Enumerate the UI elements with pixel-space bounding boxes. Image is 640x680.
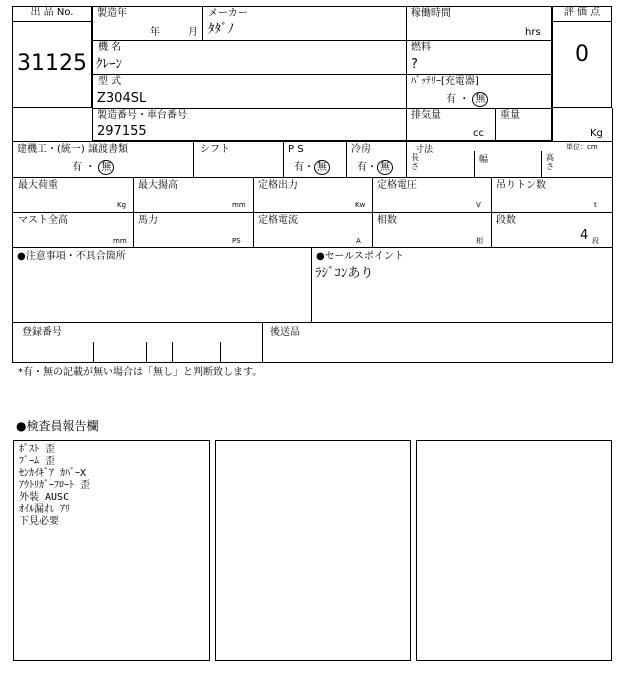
mast-unit: mm [113,237,127,245]
inspector-line: ﾎﾟｽﾄ 歪 [19,444,56,455]
inspector-box-3 [416,440,612,661]
ps-dot: ・ [304,162,314,173]
battery-no: 無 [472,92,488,107]
dimensions-unit: 単位：cm [566,143,598,151]
battery-yes: 有 [446,94,456,105]
inspector-title: ●検査員報告欄 [16,419,99,433]
model-name-value: ｸﾚｰﾝ [96,57,122,72]
lot-number-value: 31125 [17,51,87,76]
stages-label: 段数 [496,215,516,226]
battery-options [446,92,488,107]
hp-unit: PS [232,237,241,245]
displacement-label: 排気量 [411,110,441,121]
cool-no: 無 [377,160,393,175]
fuel-value: ? [411,57,418,72]
height-label [546,153,554,171]
shift-label: シフト [200,144,230,155]
phase-unit: 相 [476,237,483,245]
cooling-label: 冷房 [351,144,371,155]
year-label: 製造年 [97,8,127,19]
doc-dot: ・ [85,162,96,173]
month-unit: 月 [188,27,198,38]
inspector-notes [19,444,90,528]
stages-value: 4 [580,228,589,243]
rated-current-unit: A [356,237,361,245]
rated-voltage-unit: V [476,201,481,209]
serial-label: 製造番号・車台番号 [97,110,187,121]
max-lift-label: 最大揚高 [138,180,178,191]
sales-point-value: ﾗｼﾞｺﾝあり [315,266,374,281]
doc-no: 無 [98,160,114,175]
battery-dot: ・ [459,94,470,105]
rated-output-unit: Kw [355,201,366,209]
inspector-line: ｱｳﾄﾘｶﾞｰﾌﾛｰﾄ 歪 [19,480,91,491]
ps-label: P S [288,144,304,155]
weight-label: 重量 [500,110,520,121]
ps-options [294,160,330,175]
hours-label: 稼働時間 [411,8,451,19]
inspector-line: ﾌﾞｰﾑ 歪 [19,456,56,467]
registration-label: 登録番号 [22,327,62,338]
footnote: *有・無の記載が無い場合は「無し」と判断致します。 [18,367,263,378]
max-load-unit: Kg [117,201,127,209]
transfer-doc-label: 建機工・(統一) 譲渡書類 [17,144,128,155]
ps-yes: 有 [294,162,304,173]
length-label [411,153,419,171]
hours-unit: hrs [525,27,541,38]
cool-dot: ・ [367,162,377,173]
lift-ton-unit: t [594,201,597,209]
shipping-label: 後送品 [270,327,300,338]
length-label-2: さ [411,162,419,171]
length-label-1: 長 [411,153,419,162]
max-lift-unit: mm [232,201,246,209]
type-value: Z304SL [97,91,147,106]
phase-label: 相数 [377,215,397,226]
cool-yes: 有 [357,162,367,173]
lift-ton-label: 吊りトン数 [496,180,546,191]
inspector-line: ｵｲﾙ漏れ ｱﾘ [19,504,71,515]
inspector-line: 外装 AUSC [19,492,70,503]
stages-unit: 段 [592,237,599,245]
height-label-2: さ [546,162,554,171]
displacement-unit: cc [473,128,484,139]
width-label: 幅 [479,155,489,165]
rated-output-label: 定格出力 [258,180,298,191]
maker-label: メーカー [208,8,248,19]
inspector-box-2 [215,440,411,661]
model-name-label: 機 名 [98,42,122,53]
battery-label: ﾊﾞｯﾃﾘｰ[充電器] [411,76,479,87]
lot-number-box [12,6,92,108]
height-label-1: 高 [546,153,554,162]
rated-current-label: 定格電流 [258,215,298,226]
mast-label: マスト全高 [18,215,68,226]
sales-point-label: ●セールスポイント [316,251,404,262]
inspector-line: ｾﾝｶｲｷﾞｱ ｶﾊﾞｰX [19,468,87,479]
fuel-label: 燃料 [411,42,431,53]
ps-no: 無 [314,160,330,175]
lot-number-label: 出 品 No. [13,7,91,22]
transfer-doc-options [72,160,114,175]
dimensions-label: 寸法 [415,145,434,155]
cooling-options [357,160,393,175]
inspector-box-1 [13,440,210,661]
maker-value: ﾀﾀﾞﾉ [208,22,234,37]
inspector-line: 下見必要 [19,516,59,527]
year-unit: 年 [150,27,160,38]
rating-value: 0 [575,42,589,67]
max-load-label: 最大荷重 [18,180,58,191]
weight-unit: Kg [590,128,603,139]
rating-label: 評 価 点 [553,7,611,22]
caution-label: ●注意事項・不具合箇所 [17,251,126,262]
rating-box [552,6,612,108]
type-label: 型 式 [98,76,122,87]
rated-voltage-label: 定格電圧 [377,180,417,191]
hp-label: 馬力 [138,215,158,226]
doc-yes: 有 [72,162,82,173]
serial-value: 297155 [97,124,147,139]
